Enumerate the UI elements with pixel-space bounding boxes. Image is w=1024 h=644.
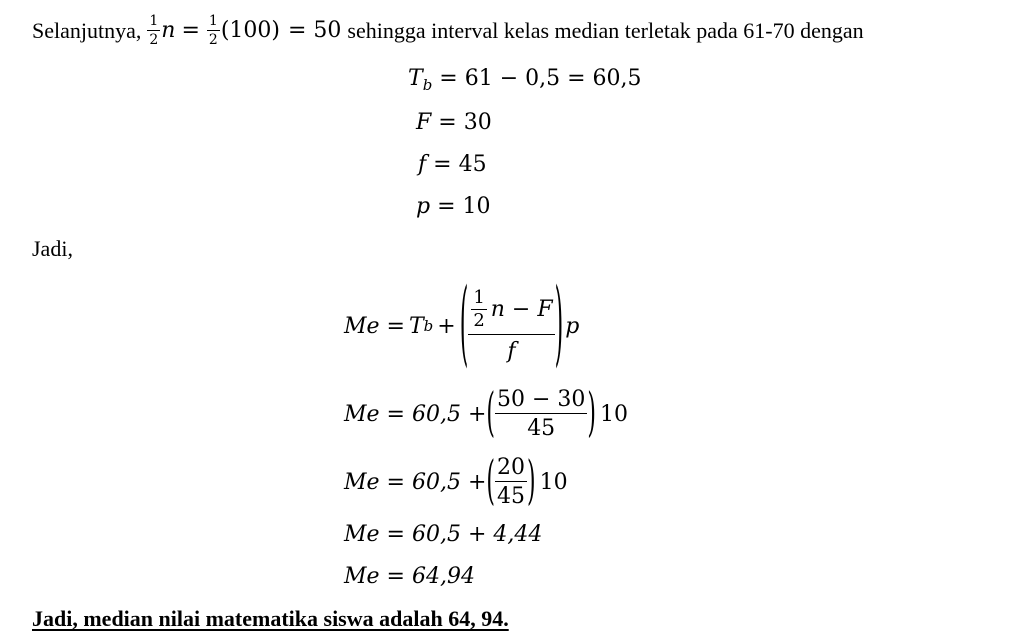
intro-prefix: Selanjutnya, — [32, 17, 142, 43]
def-F: F = 30 — [416, 110, 492, 135]
def-f: f = 45 — [418, 152, 487, 177]
median-formula: Me = T b + ( $\frac{1}{2}$ n − F f ) p — [344, 273, 580, 379]
def-tb: $T_b = 61 - 0,5 = 60,5$ — [408, 66, 642, 94]
formula-fraction: $\frac{1}{2}$ n − F f — [468, 289, 554, 363]
step-1-fraction: $\frac{50 - 30}{45}$ — [496, 386, 586, 441]
def-p: p = 10 — [416, 194, 491, 219]
step-1: Me = 60,5 + ( $\frac{50 - 30}{45}$ ) 10 — [344, 384, 628, 444]
intro-line: Selanjutnya, $\frac{1}{2}$ n = $\frac{1}{2}$ (100) = 50 sehingga interval kelas median terletak pada 61-70 dengan — [32, 13, 864, 48]
step-2-fraction: $\frac{20}{45}$ — [496, 454, 525, 509]
jadi-label: Jadi, — [32, 236, 73, 261]
half-fraction: $\frac{1}{2}$ — [149, 13, 159, 48]
conclusion: Jadi, median nilai matematika siswa adalah 64, 94. — [32, 606, 509, 631]
half-fraction-2: $\frac{1}{2}$ — [208, 13, 218, 48]
step-4: Me = 64,94 — [344, 564, 475, 589]
step-2: Me = 60,5 + ( $\frac{20}{45}$ ) 10 — [344, 452, 568, 512]
step-3: Me = 60,5 + 4,44 — [344, 522, 543, 547]
